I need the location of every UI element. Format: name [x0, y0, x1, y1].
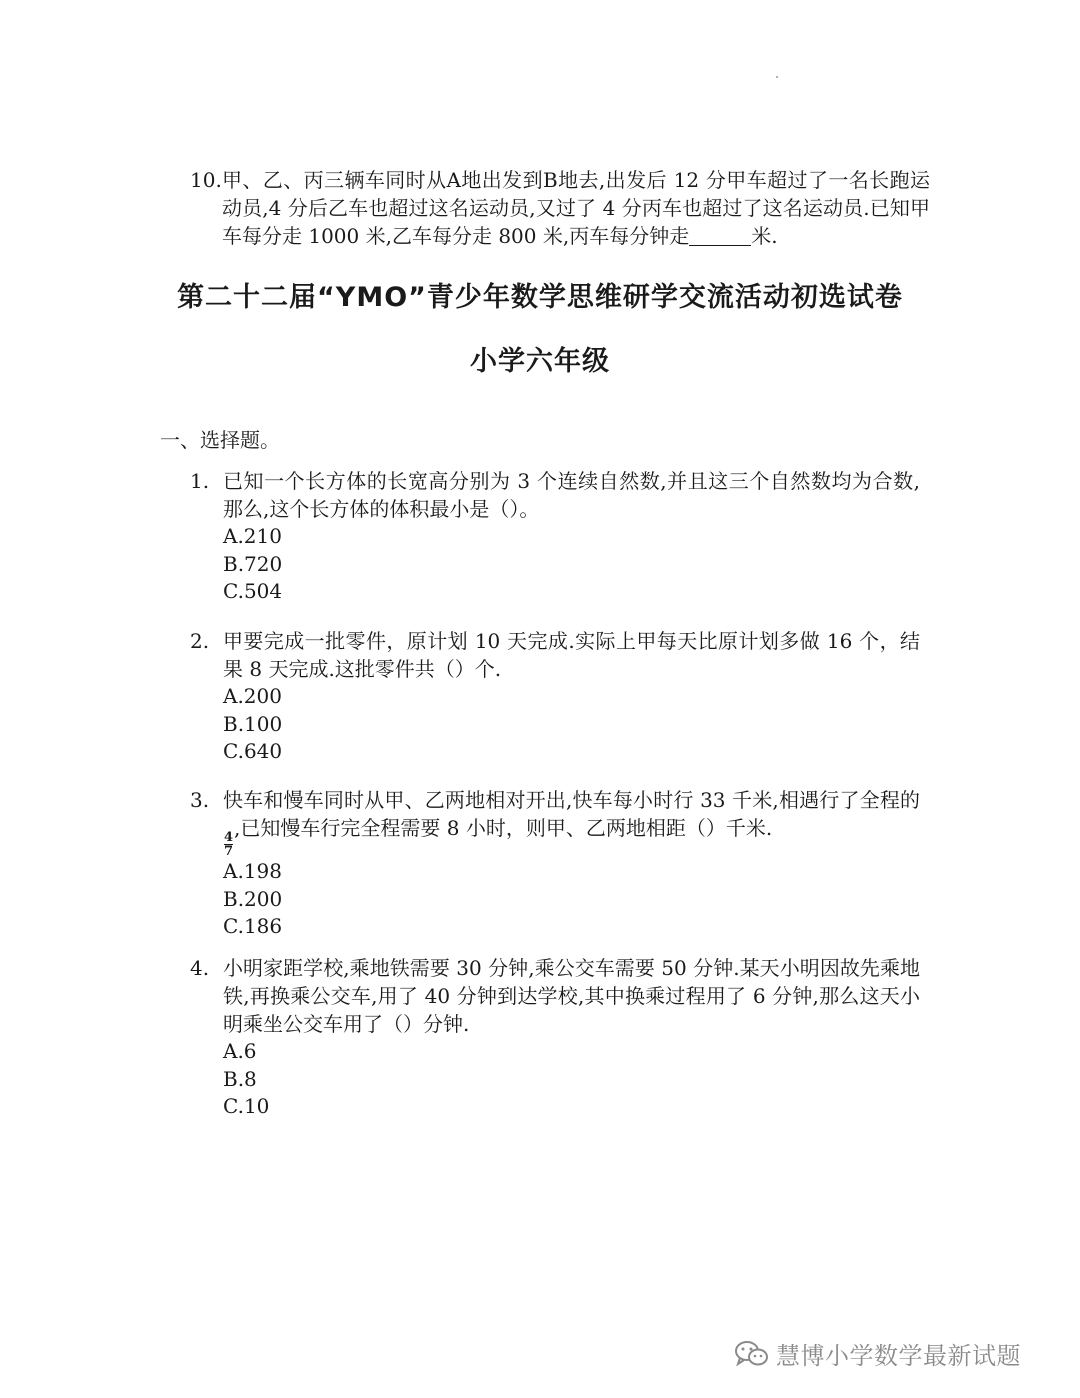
question-stem: 小明家距学校,乘地铁需要 30 分钟,乘公交车需要 50 分钟.某天小明因故先乘地铁,再换乘公交车,用了 40 分钟到达学校,其中换乘过程用了 6 分钟,那么这天小明乘坐公交车用了（）分钟. — [223, 956, 920, 1036]
scan-dot — [776, 76, 778, 78]
option-c: C.10 — [223, 1094, 270, 1118]
answer-blank — [689, 225, 751, 246]
question-3 — [190, 786, 920, 941]
question-stem: 甲要完成一批零件，原计划 10 天完成.实际上甲每天比原计划多做 16 个，结果 8 天完成.这批零件共（）个. — [223, 629, 920, 681]
watermark-text: 慧博小学数学最新试题 — [776, 1342, 1021, 1370]
question-number: 2. — [190, 629, 210, 653]
option-a: A.6 — [223, 1039, 257, 1063]
option-a: A.200 — [223, 684, 282, 708]
question-10 — [190, 166, 930, 250]
question-stem: 甲、乙、丙三辆车同时从A地出发到B地去,出发后 12 分甲车超过了一名长跑运动员,4 分后乙车也超过这名运动员,又过了 4 分丙车也超过了这名运动员.已知甲车每分走 1000 米,乙车每分走 800 米,丙车每分钟走 米. — [222, 168, 930, 248]
question-1 — [190, 467, 920, 606]
question-number: 10. — [190, 168, 222, 192]
question-number: 1. — [190, 469, 210, 493]
question-stem: 已知一个长方体的长宽高分别为 3 个连续自然数,并且这三个自然数均为合数,那么,这个长方体的体积最小是（）。 — [223, 469, 920, 521]
question-4 — [190, 954, 920, 1121]
watermark — [734, 1336, 1021, 1371]
option-b: B.200 — [223, 886, 283, 911]
fraction: $\frac{4}{7}$ — [224, 830, 234, 859]
exam-subtitle: 小学六年级 — [470, 346, 610, 377]
option-c: C.504 — [223, 579, 283, 603]
wechat-icon — [734, 1339, 770, 1369]
section-heading: 一、选择题。 — [160, 428, 280, 452]
option-b: B.8 — [223, 1066, 257, 1091]
option-b: B.720 — [223, 551, 283, 576]
option-a: A.198 — [223, 859, 282, 883]
option-a: A.210 — [223, 524, 282, 548]
question-2 — [190, 627, 920, 766]
question-stem: 快车和慢车同时从甲、乙两地相对开出,快车每小时行 33 千米,相遇行了全程的 $\frac{4}{7}$ ,已知慢车行完全程需要 8 小时，则甲、乙两地相距（）千米. — [223, 788, 920, 859]
question-number: 4. — [190, 956, 210, 980]
option-c: C.186 — [223, 914, 283, 938]
exam-title: 第二十二届“YMO”青少年数学思维研学交流活动初选试卷 — [177, 282, 903, 313]
question-number: 3. — [190, 788, 210, 812]
option-c: C.640 — [223, 739, 283, 763]
option-b: B.100 — [223, 711, 283, 736]
